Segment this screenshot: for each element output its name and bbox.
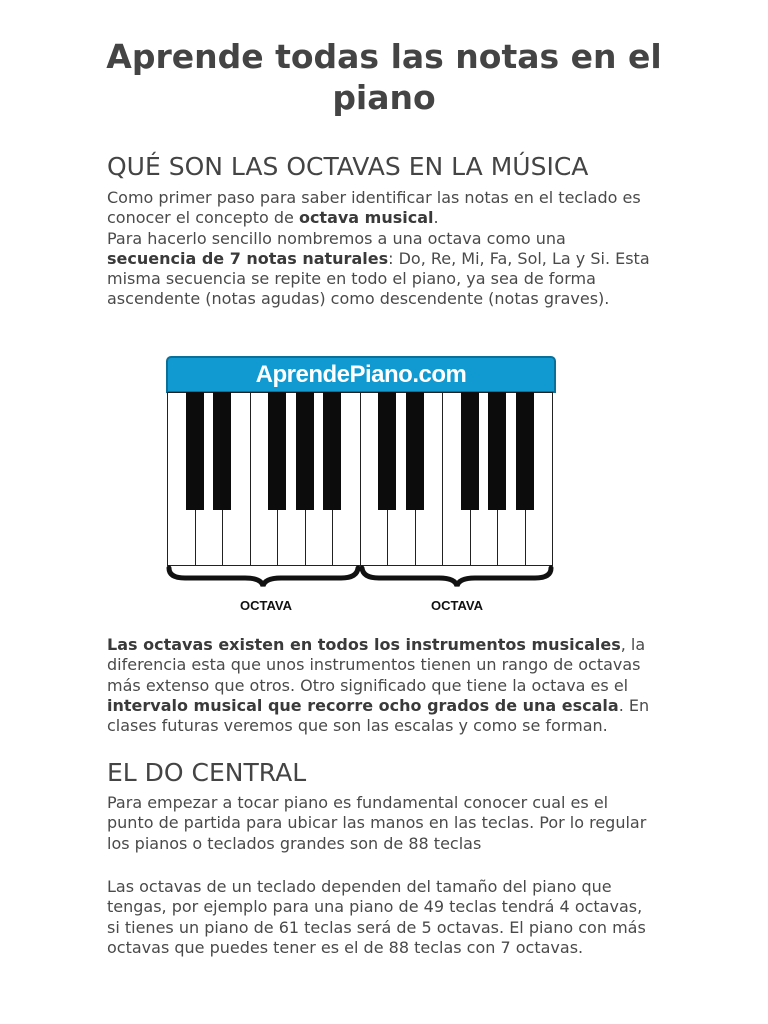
- text-run: : Do, Re, Mi, Fa, Sol, La y Si. Esta misma secuencia se repite en todo el piano, ya sea de forma ascendente (notas agudas) como descendente (notas graves).: [107, 248, 650, 309]
- aprendepiano-banner: AprendePiano.com: [166, 356, 556, 393]
- black-key: [378, 392, 396, 510]
- black-key: [213, 392, 231, 510]
- piano-keyboard-image: [165, 356, 555, 618]
- paragraph-octava-intro: [107, 188, 659, 310]
- paragraph-octavas-teclado: Las octavas de un teclado dependen del tamaño del piano que tengas, por ejemplo para una piano de 49 teclas tendrá 4 octavas, si tienes un piano de 61 teclas será de 5 octavas. El piano con más octavas que puedes tener es el de 88 teclas con 7 octavas.: [107, 877, 646, 957]
- text-run: Para hacerlo sencillo nombremos a una octava como una: [107, 228, 566, 248]
- text-run: , la diferencia esta que unos instrumentos tienen un rango de octavas más extenso que otros. Otro significado que tiene la octava es el: [107, 635, 646, 695]
- black-key: [406, 392, 424, 510]
- page-title: Aprende todas las notas en el piano: [106, 37, 662, 117]
- black-key: [461, 392, 479, 510]
- octave-label-right: OCTAVA: [431, 598, 483, 613]
- section-heading-octavas: QUÉ SON LAS OCTAVAS EN LA MÚSICA: [107, 152, 589, 181]
- black-key: [323, 392, 341, 510]
- text-run: . En clases futuras veremos que son las escalas y como se forman.: [107, 695, 650, 736]
- octave-brace-icon: [165, 564, 555, 594]
- paragraph-do-central: Para empezar a tocar piano es fundamental conocer cual es el punto de partida para ubicar las manos en las teclas. Por lo regular los pianos o teclados grandes son de 88 teclas: [107, 793, 647, 853]
- octave-label-left: OCTAVA: [240, 598, 292, 613]
- black-key: [488, 392, 506, 510]
- black-key: [186, 392, 204, 510]
- text-run: Como primer paso para saber identificar las notas en el teclado es conocer el concepto de: [107, 188, 641, 228]
- piano-keys: [167, 392, 553, 566]
- bold-text-octava-musical: octava musical: [298, 208, 434, 228]
- black-key: [296, 392, 314, 510]
- bold-text-instrumentos: Las octavas existen en todos los instrumentos musicales: [107, 635, 621, 654]
- section-heading-do-central: EL DO CENTRAL: [107, 758, 307, 787]
- black-key: [268, 392, 286, 510]
- paragraph-octavas-instrumentos: [107, 635, 659, 736]
- bold-text-intervalo: intervalo musical que recorre ocho grados de una escala: [107, 695, 619, 715]
- black-key: [516, 392, 534, 510]
- bold-text-secuencia: secuencia de 7 notas naturales: [107, 248, 389, 268]
- text-run: .: [433, 208, 439, 228]
